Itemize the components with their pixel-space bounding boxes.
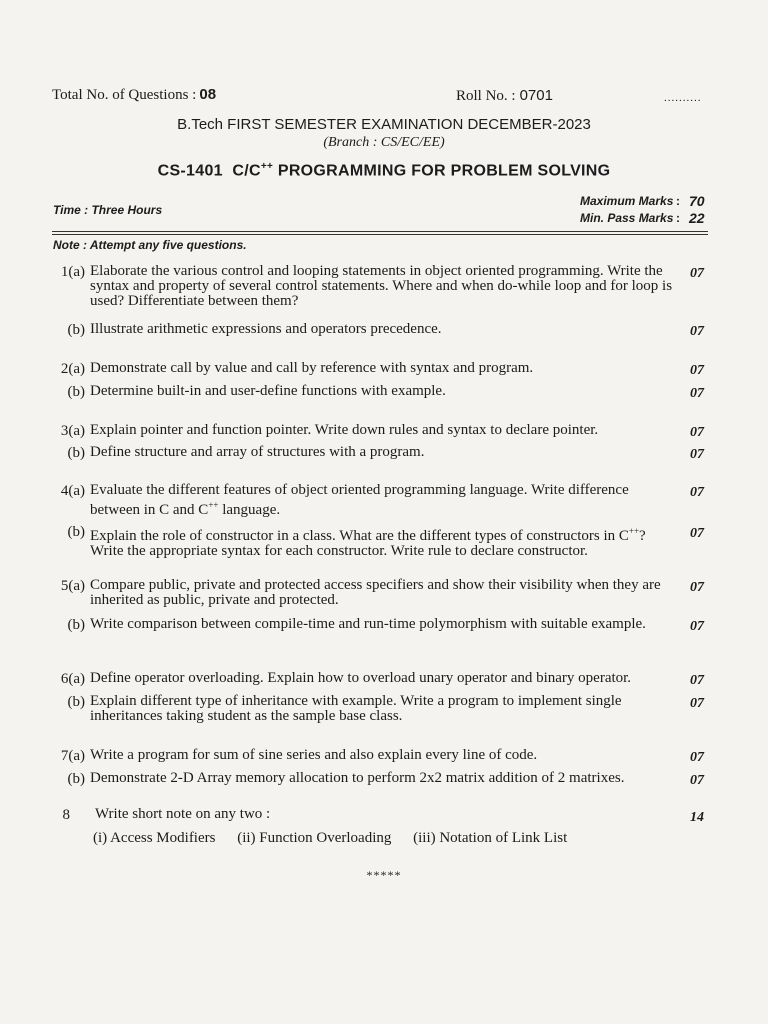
question-number: 8	[62, 807, 70, 823]
short-note-option: (iii) Notation of Link List	[413, 830, 568, 846]
header-rule-bottom	[52, 234, 708, 235]
end-mark: *****	[366, 868, 402, 882]
question-text: Evaluate the different features of object oriented programming language. Write difference between in C and C++ language.	[90, 482, 629, 518]
question-marks: 07	[690, 386, 704, 401]
min-marks-value: 22	[689, 210, 705, 226]
question-text: Determine built-in and user-define functions with example.	[90, 383, 446, 399]
question-text: Demonstrate 2-D Array memory allocation to perform 2x2 matrix addition of 2 matrixes.	[90, 770, 625, 786]
time-line: Time : Three Hours	[53, 203, 163, 217]
question-marks: 07	[690, 580, 704, 595]
question-text: Write short note on any two :	[95, 806, 271, 822]
question-number: (b)	[67, 384, 85, 400]
question-marks: 07	[690, 266, 704, 281]
question-text: Explain different type of inheritance with example. Write a program to implement single inheritances taking student as the sample base class.	[90, 693, 622, 724]
subject-prefix: C/C	[232, 162, 261, 180]
question-number: 3(a)	[60, 423, 85, 439]
total-questions-value: 08	[199, 86, 217, 103]
question-number: 7(a)	[60, 748, 85, 764]
question-text: Write comparison between compile-time and run-time polymorphism with suitable example.	[90, 616, 646, 632]
question-marks: 14	[690, 810, 704, 825]
question-marks: 07	[690, 447, 704, 462]
roll-number-label: Roll No. :	[456, 88, 516, 104]
question-text: Elaborate the various control and looping statements in object oriented programming. Write the syntax and property of several control statements. Where and when do-while loop and for loop is used? Differentiate between them?	[90, 263, 673, 309]
question-number: (b)	[67, 771, 85, 787]
question-number: (b)	[67, 694, 85, 710]
min-marks-label: Min. Pass Marks	[580, 211, 674, 225]
question-marks: 07	[690, 363, 704, 378]
question-text: Define operator overloading. Explain how to overload unary operator and binary operator.	[90, 670, 632, 686]
question-marks: 07	[690, 619, 704, 634]
max-marks-value: 70	[689, 193, 705, 209]
question-marks: 07	[690, 773, 704, 788]
question-text: Write a program for sum of sine series and also explain every line of code.	[90, 747, 538, 763]
max-marks-colon: :	[676, 194, 680, 208]
question-marks: 07	[690, 673, 704, 688]
branch-line: (Branch : CS/EC/EE)	[323, 135, 445, 150]
subject-title	[0, 161, 768, 180]
question-text: Demonstrate call by value and call by reference with syntax and program.	[90, 360, 534, 376]
subject-code: CS-1401	[157, 162, 223, 180]
question-number: 1(a)	[60, 264, 85, 280]
short-note-options	[93, 830, 585, 847]
question-text: Explain the role of constructor in a class. What are the different types of constructors in C++? Write the appropriate syntax for each constructor. Write rule to declare constructor.	[90, 526, 646, 559]
question-marks: 07	[690, 750, 704, 765]
question-number: (b)	[67, 524, 85, 540]
question-marks: 07	[690, 324, 704, 339]
min-marks-colon: :	[676, 211, 680, 225]
roll-dots: ..........	[664, 92, 702, 104]
question-marks: 07	[690, 696, 704, 711]
question-number: 2(a)	[60, 361, 85, 377]
question-number: 5(a)	[60, 578, 85, 594]
subject-sup: ++	[260, 161, 274, 172]
total-questions	[52, 86, 216, 104]
short-note-option: (ii) Function Overloading	[237, 830, 392, 846]
question-number: (b)	[67, 322, 85, 338]
note-line: Note : Attempt any five questions.	[53, 238, 247, 252]
question-number: (b)	[67, 617, 85, 633]
question-number: 4(a)	[60, 483, 85, 499]
total-questions-label: Total No. of Questions :	[52, 87, 197, 103]
header-rule-top	[52, 231, 708, 232]
question-marks: 07	[690, 485, 704, 500]
roll-number	[456, 87, 553, 105]
question-text: Define structure and array of structures with a program.	[90, 444, 425, 460]
question-marks: 07	[690, 425, 704, 440]
question-text: Illustrate arithmetic expressions and operators precedence.	[90, 321, 442, 337]
subject-name: PROGRAMMING FOR PROBLEM SOLVING	[277, 162, 611, 180]
question-text: Explain pointer and function pointer. Write down rules and syntax to declare pointer.	[90, 422, 599, 438]
question-number: 6(a)	[60, 671, 85, 687]
max-marks-label: Maximum Marks	[580, 194, 674, 208]
exam-title: B.Tech FIRST SEMESTER EXAMINATION DECEMBER-2023	[177, 116, 591, 133]
question-text: Compare public, private and protected access specifiers and show their visibility when they are inherited as public, private and protected.	[90, 577, 661, 608]
short-note-option: (i) Access Modifiers	[93, 830, 216, 846]
question-number: (b)	[67, 445, 85, 461]
question-marks: 07	[690, 526, 704, 541]
roll-number-value: 0701	[519, 87, 553, 104]
